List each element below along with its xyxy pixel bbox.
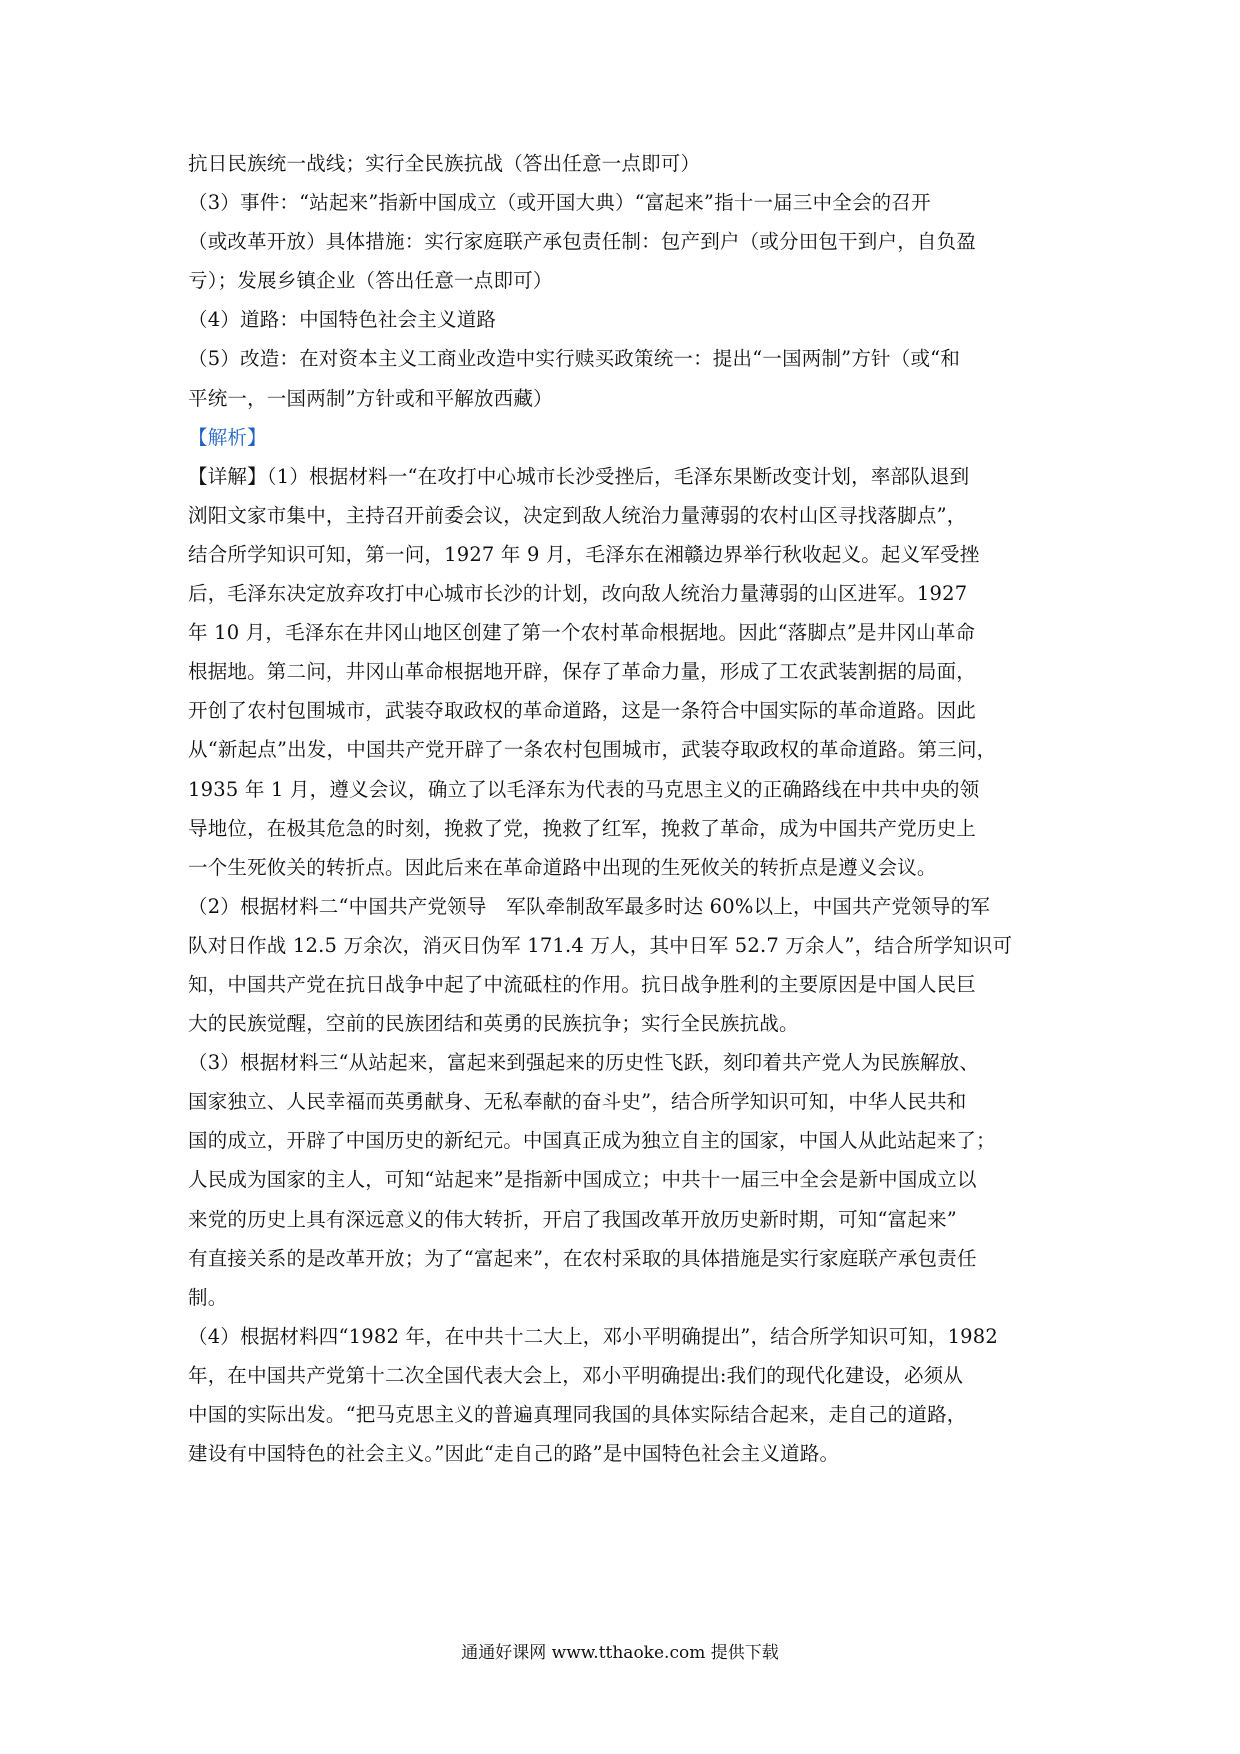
answer-line: （或改革开放）具体措施：实行家庭联产承包责任制：包产到户（或分田包干到户，自负盈 [188, 230, 977, 254]
analysis-line: 【详解】（1）根据材料一“在攻打中心城市长沙受挫后，毛泽东果断改变计划，率部队退到 [188, 464, 970, 488]
analysis-line: 中国的实际出发。“把马克思主义的普遍真理同我国的具体实际结合起来，走自己的道路， [188, 1403, 967, 1426]
page-footer: 通通好课网 www.tthaoke.com 提供下载 [461, 1643, 779, 1663]
analysis-line: 从“新起点”出发，中国共产党开辟了一条农村包围城市，武装夺取政权的革命道路。第三问， [188, 738, 997, 762]
analysis-line: 国家独立、人民幸福而英勇献身、无私奉献的奋斗史”，结合所学知识可知，中华人民共和 [188, 1090, 967, 1114]
analysis-line: 国的成立，开辟了中国历史的新纪元。中国真正成为独立自主的国家，中国人从此站起来了； [188, 1129, 996, 1153]
analysis-line: 大的民族觉醒，空前的民族团结和英勇的民族抗争；实行全民族抗战。 [188, 1012, 799, 1036]
analysis-line: 人民成为国家的主人，可知“站起来”是指新中国成立；中共十一届三中全会是新中国成立以 [188, 1168, 977, 1192]
analysis-line: 队对日作战 12.5 万余次，消灭日伪军 171.4 万人，其中日军 52.7 万余人”，结合所学知识可 [188, 933, 1013, 957]
analysis-line: 导地位，在极其危急的时刻，挽救了党，挽救了红军，挽救了革命，成为中国共产党历史上 [188, 816, 977, 840]
analysis-line: （2）根据材料二“中国共产党领导 军队牵制敌军最多时达 60%以上，中国共产党领导的军 [188, 894, 991, 918]
analysis-line: 来党的历史上具有深远意义的伟大转折，开启了我国改革开放历史新时期，可知“富起来” [188, 1207, 957, 1231]
answer-line: 亏）；发展乡镇企业（答出任意一点即可） [188, 269, 553, 293]
analysis-line: 根据地。第二问，井冈山革命根据地开辟，保存了革命力量，形成了工农武装割据的局面， [188, 660, 977, 684]
answer-body [188, 144, 1060, 1473]
analysis-line: 1935 年 1 月，遵义会议，确立了以毛泽东为代表的马克思主义的正确路线在中共中央的领 [188, 777, 980, 801]
answer-line: （4）道路：中国特色社会主义道路 [188, 308, 497, 332]
analysis-line: 年，在中国共产党第十二次全国代表大会上，邓小平明确提出:我们的现代化建设，必须从 [188, 1363, 964, 1387]
jiexi-heading: 【解析】 [188, 425, 267, 449]
answer-line: 平统一，一国两制”方针或和平解放西藏） [188, 386, 553, 410]
analysis-line: 一个生死攸关的转折点。因此后来在革命道路中出现的生死攸关的转折点是遵义会议。 [188, 855, 937, 879]
analysis-line: 后，毛泽东决定放弃攻打中心城市长沙的计划，改向敌人统治力量薄弱的山区进军。1927 [188, 582, 968, 606]
answer-line: 抗日民族统一战线；实行全民族抗战（答出任意一点即可） [188, 152, 701, 175]
analysis-line: 制。 [188, 1285, 228, 1309]
analysis-line: （3）根据材料三“从站起来，富起来到强起来的历史性飞跃，刻印着共产党人为民族解放、 [188, 1051, 980, 1075]
analysis-line: 开创了农村包围城市，武装夺取政权的革命道路，这是一条符合中国实际的革命道路。因此 [188, 699, 977, 723]
analysis-line: 建设有中国特色的社会主义。”因此“走自己的路”是中国特色社会主义道路。 [188, 1442, 840, 1466]
analysis-line: 结合所学知识可知，第一问，1927 年 9 月，毛泽东在湘赣边界举行秋收起义。起义军受挫 [188, 542, 980, 566]
analysis-line: 浏阳文家市集中，主持召开前委会议，决定到敌人统治力量薄弱的农村山区寻找落脚点”， [188, 503, 967, 527]
answer-line: （5）改造：在对资本主义工商业改造中实行赎买政策统一：提出“一国两制”方针（或“和 [188, 347, 961, 371]
analysis-line: 年 10 月，毛泽东在井冈山地区创建了第一个农村革命根据地。因此“落脚点”是井冈山革命 [188, 621, 976, 645]
answer-line: （3）事件：“站起来”指新中国成立（或开国大典）“富起来”指十一届三中全会的召开 [188, 191, 931, 215]
analysis-line: （4）根据材料四“1982 年，在中共十二大上，邓小平明确提出”，结合所学知识可知，1982 [188, 1324, 998, 1348]
analysis-line: 有直接关系的是改革开放；为了“富起来”，在农村采取的具体措施是实行家庭联产承包责任 [188, 1246, 977, 1270]
analysis-line: 知，中国共产党在抗日战争中起了中流砥柱的作用。抗日战争胜利的主要原因是中国人民巨 [188, 972, 977, 996]
